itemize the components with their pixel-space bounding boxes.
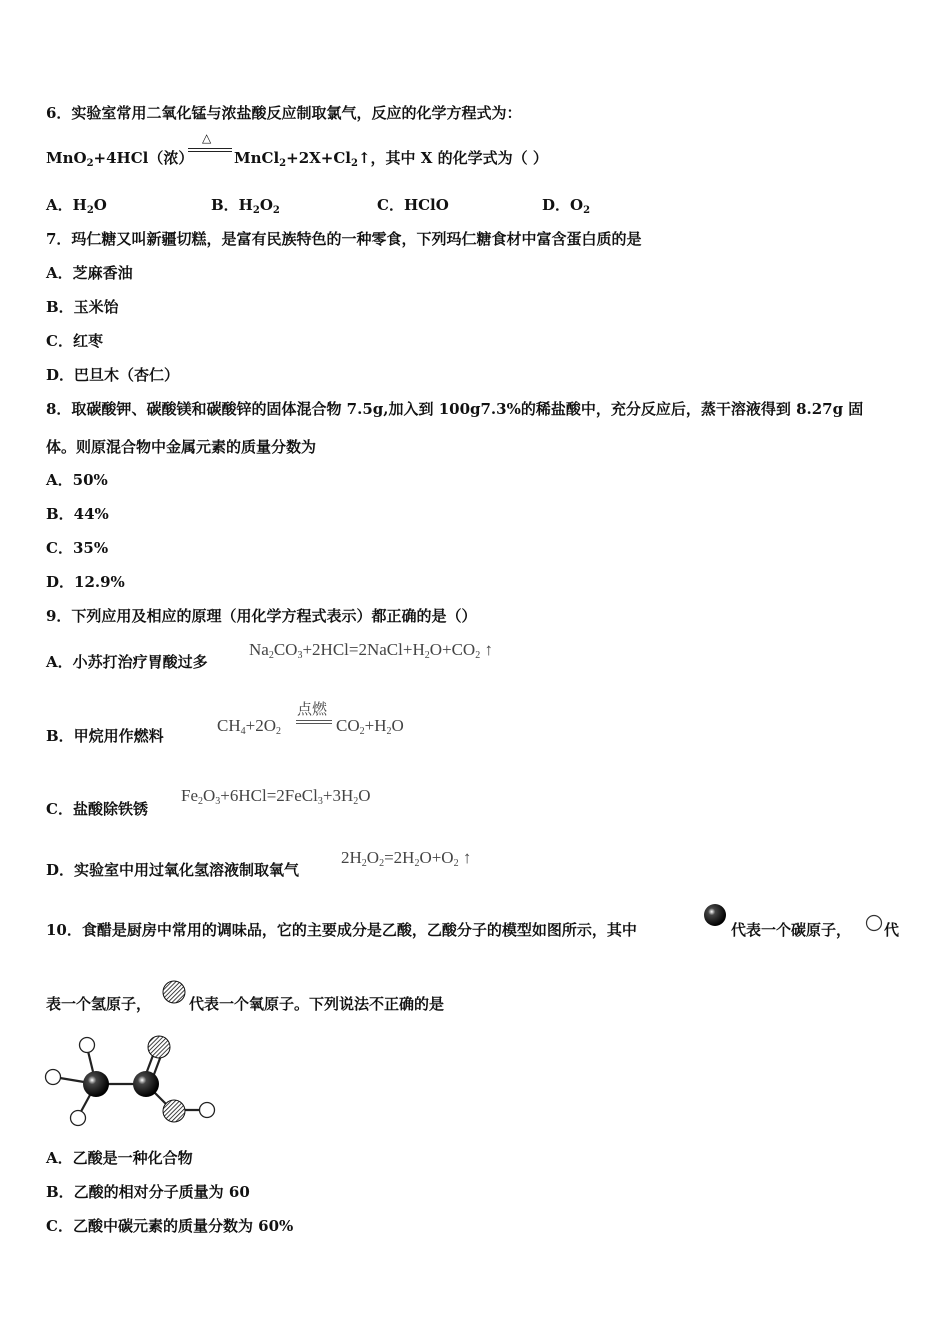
hydrogen-atom-bottom: [71, 1111, 86, 1126]
q10-option-a[interactable]: A．乙酸是一种化合物: [46, 1149, 193, 1167]
q6-eq-left: MnO$_2$+4HCl（浓）: [46, 149, 194, 169]
q9-formula-b-left: $CH_4+2O_2$: [217, 716, 281, 737]
q9-option-c[interactable]: C．盐酸除铁锈: [46, 800, 148, 818]
q7-option-b[interactable]: B．玉米饴: [46, 298, 119, 316]
q6-option-a[interactable]: A．$H_2O$: [46, 196, 107, 216]
q8-option-c[interactable]: C．35%: [46, 539, 109, 557]
q8-option-d[interactable]: D．12.9%: [46, 573, 125, 591]
q6-heat-condition: △: [202, 131, 212, 145]
q8-option-b[interactable]: B．44%: [46, 505, 109, 523]
oxygen-atom-double-bond: [148, 1036, 170, 1058]
q9-option-d[interactable]: D．实验室中用过氧化氢溶液制取氧气: [46, 861, 300, 879]
q10-stem-line1c: 代: [884, 921, 900, 939]
hydrogen-atom-left: [46, 1070, 61, 1085]
q6-equals-bar: [188, 148, 232, 152]
q7-stem: 7．玛仁糖又叫新疆切糕，是富有民族特色的一种零食，下列玛仁糖食材中富含蛋白质的是: [46, 230, 642, 248]
q9-formula-a: $Na_2CO_3+2HCl=2NaCl+H_2O+CO_2$ ↑: [249, 640, 493, 661]
hydrogen-atom-top: [80, 1038, 95, 1053]
q8-option-a[interactable]: A．50%: [46, 471, 108, 489]
q7-option-d[interactable]: D．巴旦木（杏仁）: [46, 366, 180, 384]
q10-option-c[interactable]: C．乙酸中碳元素的质量分数为 60%: [46, 1217, 294, 1235]
q9-formula-d: $2H_2O_2=2H_2O+O_2$ ↑: [341, 848, 472, 869]
q8-stem-line2: 体。则原混合物中金属元素的质量分数为: [46, 438, 317, 456]
q9-b-equals-bar: [296, 720, 332, 724]
carbon-atom-methyl: [83, 1071, 109, 1097]
q6-stem: 6．实验室常用二氧化锰与浓盐酸反应制取氯气，反应的化学方程式为：: [46, 104, 522, 122]
q9-option-b[interactable]: B．甲烷用作燃料: [46, 727, 164, 745]
q7-option-c[interactable]: C．红枣: [46, 332, 103, 350]
q6-equation: [46, 148, 193, 174]
q6-option-b[interactable]: B．$H_2O_2$: [211, 196, 280, 216]
q9-stem: 9．下列应用及相应的原理（用化学方程式表示）都正确的是（）: [46, 607, 477, 625]
q10-stem-line2b: 代表一个氧原子。下列说法不正确的是: [189, 995, 445, 1013]
oxygen-atom-hydroxyl: [163, 1100, 185, 1122]
carbon-atom-carboxyl: [133, 1071, 159, 1097]
q9-option-a[interactable]: A．小苏打治疗胃酸过多: [46, 653, 208, 671]
q6-eq-right: $MnCl_2+2X+Cl_2↑$，其中 X 的化学式为（ ）: [234, 149, 548, 169]
q6-option-d[interactable]: D．$O_2$: [542, 196, 591, 216]
hydrogen-atom-icon: [865, 914, 883, 932]
q10-option-b[interactable]: B．乙酸的相对分子质量为 60: [46, 1183, 250, 1201]
q8-stem-line1: 8．取碳酸钾、碳酸镁和碳酸锌的固体混合物 7.5g,加入到 100g7.3%的稀盐酸中，充分反应后，蒸干溶液得到 8.27g 固: [46, 400, 864, 418]
oxygen-atom-icon: [161, 979, 187, 1005]
hydrogen-atom-hydroxyl: [200, 1103, 215, 1118]
carbon-atom-icon: [703, 903, 727, 927]
q10-stem-line1a: 10．食醋是厨房中常用的调味品，它的主要成分是乙酸，乙酸分子的模型如图所示，其中: [46, 921, 637, 939]
q6-option-c[interactable]: C．HClO: [377, 196, 449, 214]
q10-stem-line1b: 代表一个碳原子，: [731, 921, 852, 939]
q10-stem-line2a: 表一个氢原子，: [46, 995, 152, 1013]
q9-formula-b-right: $CO_2+H_2O$: [336, 716, 404, 737]
q7-option-a[interactable]: A．芝麻香油: [46, 264, 133, 282]
acetic-acid-molecule-model: [40, 1032, 230, 1132]
q9-formula-c: $Fe_2O_3+6HCl=2FeCl_3+3H_2O$: [181, 786, 371, 807]
q9-condition-ignite: 点燃: [297, 702, 328, 718]
